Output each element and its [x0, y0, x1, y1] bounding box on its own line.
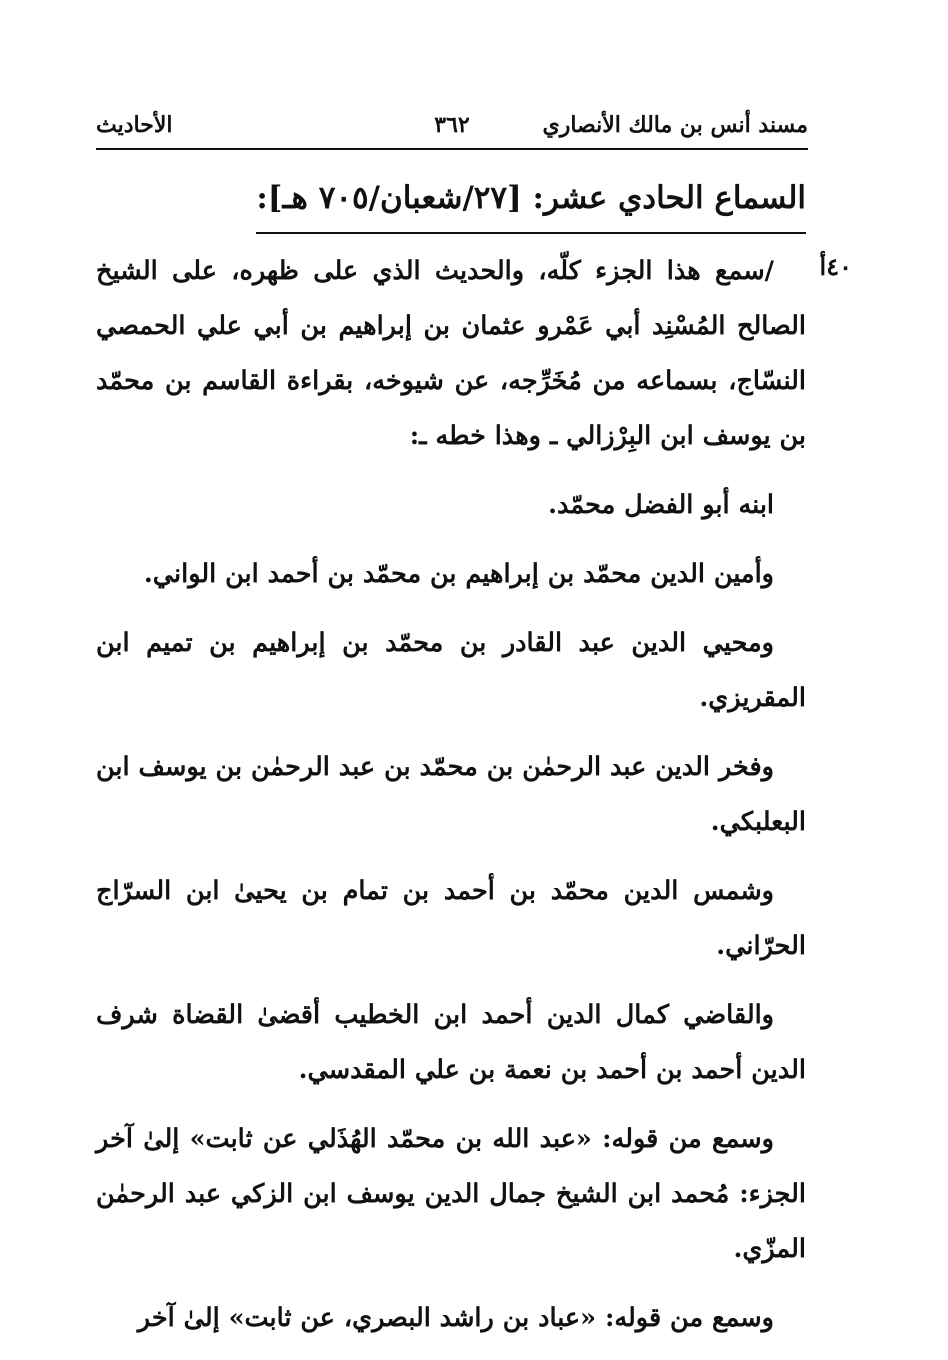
- header-divider: [96, 148, 808, 150]
- book-title: مسند أنس بن مالك الأنصاري: [542, 112, 808, 138]
- paragraph: ابنه أبو الفضل محمّد.: [548, 490, 774, 520]
- paragraph: /سمع هذا الجزء كلّه، والحديث الذي على ظهره، على الشيخ الصالح المُسْنِد أبي عَمْرو عثمان بن إبراهيم بن أبي علي الحمصي النسّاج، بسماعه من مُخَرِّجه، عن شيوخه، بقراءة القاسم بن محمّد بن يوسف ابن البِرْزالي ـ وهذا خطه ـ:: [96, 256, 806, 451]
- paragraph: وسمع من قوله: «عباد بن راشد البصري، عن ثابت» إلىٰ آخر: [137, 1303, 774, 1333]
- running-header: [96, 108, 808, 142]
- paragraph: وأمين الدين محمّد بن إبراهيم بن محمّد بن أحمد ابن الواني.: [143, 559, 774, 589]
- page-number: ٣٦٢: [434, 112, 470, 138]
- section-name: الأحاديث: [96, 112, 173, 138]
- section-title: السماع الحادي عشر: [٢٧/شعبان/٧٠٥ هـ]:: [256, 180, 806, 216]
- body-text: [96, 244, 806, 1360]
- title-underline: [256, 232, 806, 234]
- paragraph: والقاضي كمال الدين أحمد ابن الخطيب أقضىٰ القضاة شرف الدين أحمد بن أحمد بن نعمة بن علي المقدسي.: [96, 1000, 806, 1085]
- paragraph: وشمس الدين محمّد بن أحمد بن تمام بن يحيىٰ ابن السرّاج الحرّاني.: [96, 876, 806, 961]
- paragraph: ومحيي الدين عبد القادر بن محمّد بن إبراهيم بن تميم ابن المقريزي.: [96, 628, 806, 713]
- paragraph: وسمع من قوله: «عبد الله بن محمّد الهُذَلي عن ثابت» إلىٰ آخر الجزء: مُحمد ابن الشيخ جمال الدين يوسف ابن الزكي عبد الرحمٰن المزّي.: [96, 1124, 806, 1264]
- margin-reference: ٤٠أ: [819, 252, 852, 281]
- paragraph: وفخر الدين عبد الرحمٰن بن محمّد بن عبد الرحمٰن بن يوسف ابن البعلبكي.: [96, 752, 806, 837]
